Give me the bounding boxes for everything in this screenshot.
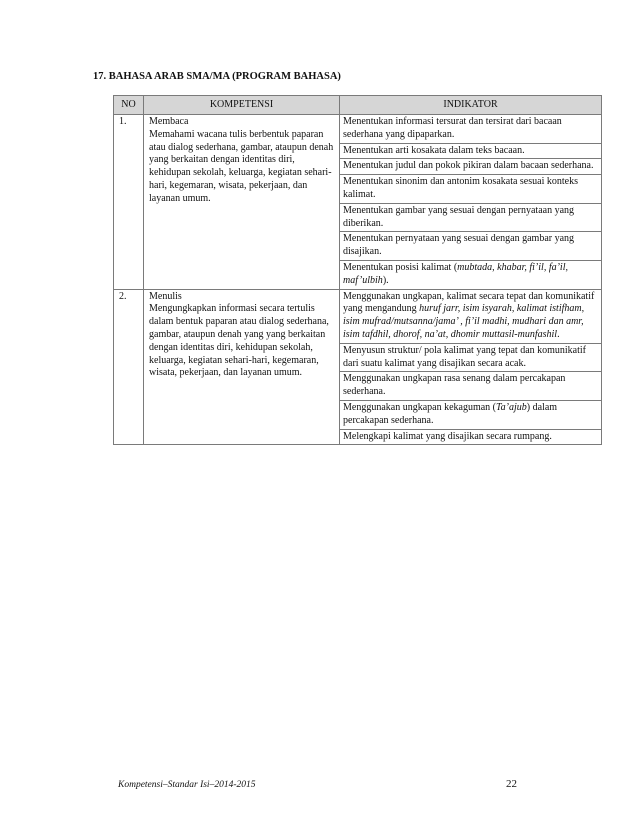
- row-number: 2.: [114, 289, 144, 445]
- indicator-item: [340, 159, 601, 175]
- indicator-text: Menentukan judul dan pokok pikiran dalam bacaan sederhana.: [343, 160, 594, 172]
- indicator-item: [340, 372, 601, 401]
- competency-title: Menulis: [149, 290, 182, 302]
- indicator-cell: [340, 289, 602, 445]
- indicator-item: [340, 232, 601, 261]
- table-row: [114, 289, 602, 445]
- indicator-item: [340, 175, 601, 204]
- indicator-item: [340, 290, 601, 344]
- competency-cell: [144, 289, 340, 445]
- indicator-text: Menggunakan ungkapan kekaguman (: [343, 401, 497, 413]
- indicator-text: Menggunakan ungkapan rasa senang dalam percakapan sederhana.: [343, 373, 566, 398]
- indicator-text: Menyusun struktur/ pola kalimat yang tepat dan komunikatif dari suatu kalimat yang disajikan secara acak.: [343, 344, 587, 369]
- indicator-text: Menggunakan ungkapan, kalimat secara tepat dan komunikatif yang mengandung: [343, 290, 595, 315]
- row-number: 1.: [114, 115, 144, 290]
- competency-table: [113, 95, 602, 445]
- indicator-item: [340, 344, 601, 373]
- indicator-item: [340, 430, 601, 445]
- indicator-item: [340, 204, 601, 233]
- indicator-text: Menentukan posisi kalimat (: [343, 261, 458, 273]
- footer-document-title: Kompetensi–Standar Isi–2014-2015: [118, 780, 256, 790]
- indicator-text: Menentukan sinonim dan antonim kosakata sesuai konteks kalimat.: [343, 176, 578, 200]
- indicator-text: ) dalam percakapan sederhana.: [343, 401, 558, 426]
- indicator-item: [340, 261, 601, 289]
- competency-cell: [144, 115, 340, 290]
- page-number: 22: [506, 778, 517, 790]
- competency-description: Mengungkapkan informasi secara tertulis dalam bentuk paparan atau dialog sederhana, gambar, ataupun denah yang yang berkaitan dengan identitas diri, kehidupan sekolah, keluarga, kegiatan sehari-hari, kegemaran, wisata, pekerjaan, dan layanan umum.: [149, 303, 329, 379]
- header-kompetensi: KOMPETENSI: [144, 96, 340, 115]
- indicator-text: Menentukan informasi tersurat dan tersirat dari bacaan sederhana yang dipaparkan.: [343, 116, 562, 140]
- indicator-cell: [340, 115, 602, 290]
- indicator-text: Ta’ajub: [496, 401, 527, 413]
- indicator-text: mubtada, khabar, fi’il, fa’il, maf’ulbih: [343, 261, 568, 286]
- indicator-item: [340, 144, 601, 160]
- indicator-text: ).: [382, 274, 389, 286]
- indicator-list: [340, 290, 601, 445]
- indicator-text: Menentukan pernyataan yang sesuai dengan gambar yang disajikan.: [343, 233, 575, 258]
- competency-description: Memahami wacana tulis berbentuk paparan atau dialog sederhana, gambar, ataupun denah yang berkaitan dengan identitas diri, kehidupan sekolah, keluarga, kegiatan sehari-hari, kegemaran, wisata, pekerjaan, dan layanan umum.: [149, 128, 334, 204]
- indicator-text: Menentukan gambar yang sesuai dengan pernyataan yang diberikan.: [343, 204, 575, 229]
- indicator-item: [340, 115, 601, 144]
- competency-title: Membaca: [149, 116, 189, 127]
- indicator-text: Melengkapi kalimat yang disajikan secara rumpang.: [343, 430, 552, 442]
- indicator-list: [340, 115, 601, 289]
- table-header-row: [114, 96, 602, 115]
- header-no: NO: [114, 96, 144, 115]
- indicator-text: huruf jarr, isim isyarah, kalimat istifham, isim mufrad/mutsanna/jama’ , fi’il madhi, mudhari dan amr, isim tafdhil, dhorof, na’at, dhomir muttasil-munfashil: [343, 303, 585, 340]
- table-row: [114, 115, 602, 290]
- indicator-text: Menentukan arti kosakata dalam teks bacaan.: [343, 144, 525, 156]
- indicator-item: [340, 401, 601, 430]
- header-indikator: INDIKATOR: [340, 96, 602, 115]
- section-heading: 17. BAHASA ARAB SMA/MA (PROGRAM BAHASA): [93, 71, 341, 82]
- indicator-text: .: [557, 328, 560, 340]
